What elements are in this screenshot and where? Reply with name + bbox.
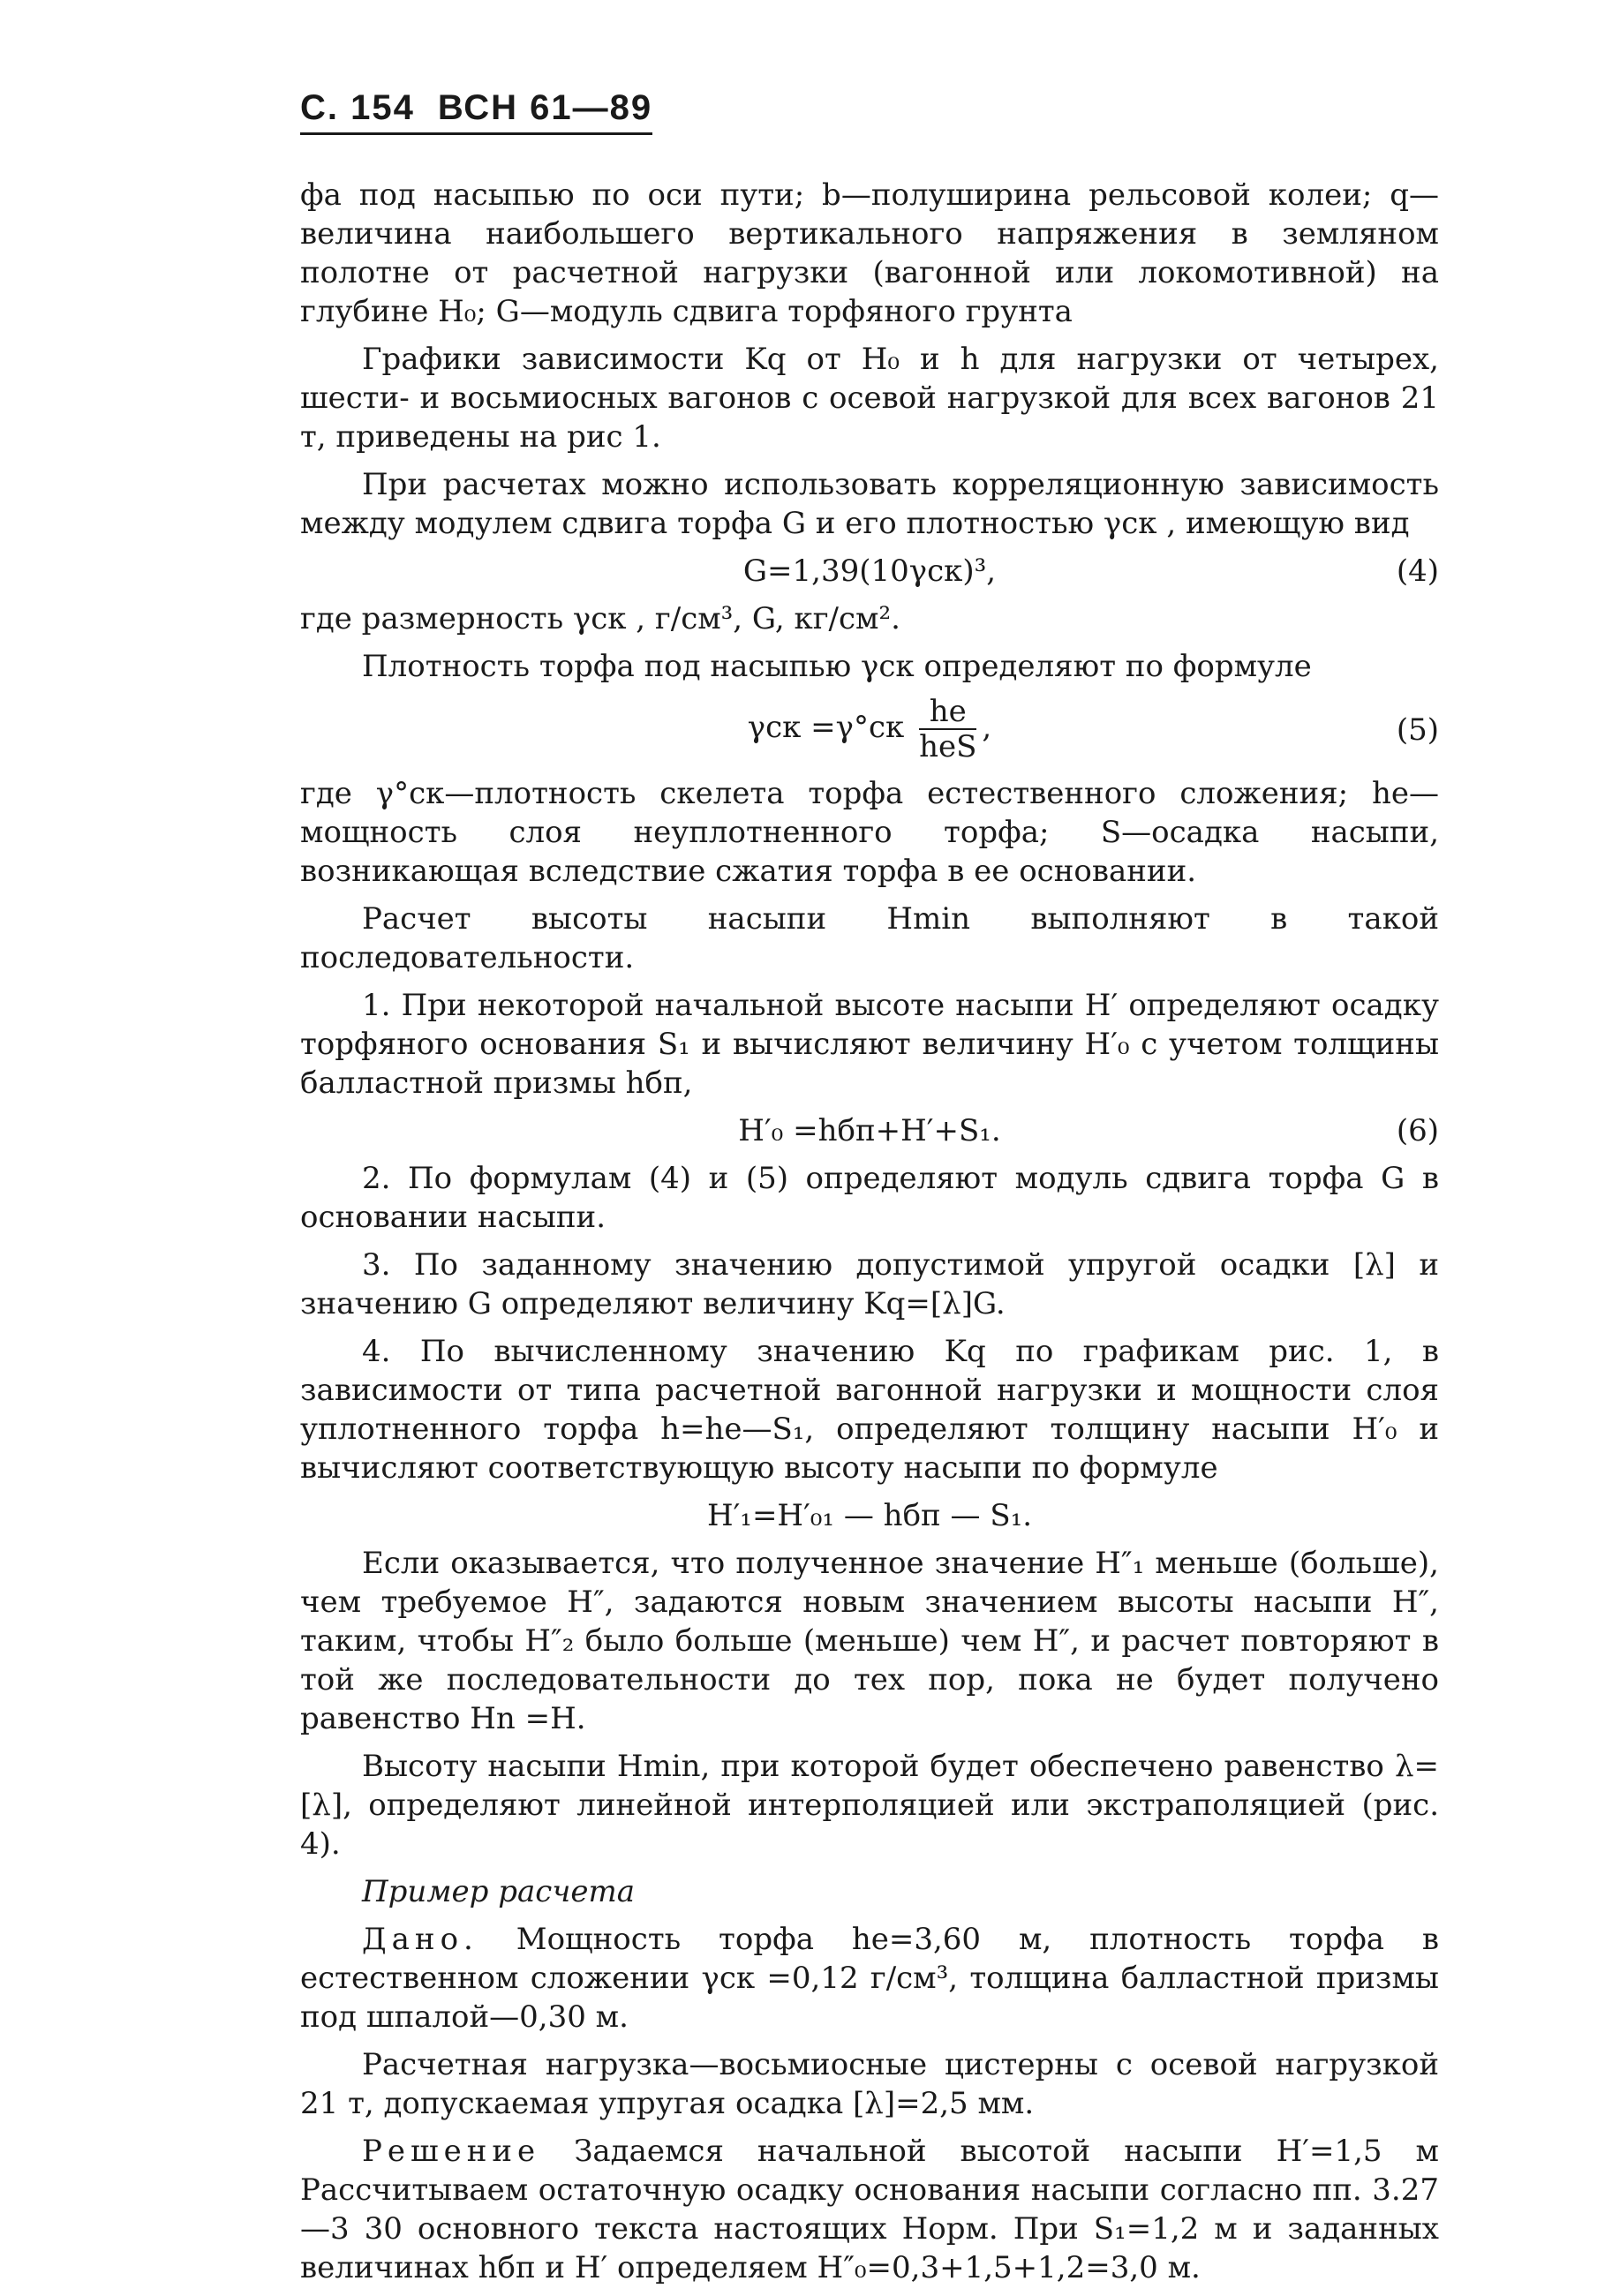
paragraph: Расчет высоты насыпи Hmin выполняют в такой последовательности. [300, 901, 1439, 975]
paragraph: При расчетах можно использовать корреляционную зависимость между модулем сдвига торфа G и его плотностью γск , имеющую вид [300, 467, 1439, 541]
fraction-numerator: hе [929, 694, 967, 729]
formula-fraction [919, 695, 976, 764]
formula-number: (6) [1396, 1113, 1439, 1148]
paragraph: 1. При некоторой начальной высоте насыпи H′ определяют осадку торфяного основания S₁ и вычисляют величину H′₀ с учетом толщины балластной призмы hбп, [300, 988, 1439, 1101]
formula-6 [300, 1111, 1439, 1150]
paragraph: где размерность γск , г/см³, G, кг/см². [300, 601, 900, 636]
page-number: С. 154 [300, 88, 415, 127]
paragraph: 2. По формулам (4) и (5) определяют модуль сдвига торфа G в основании насыпи. [300, 1161, 1439, 1235]
formula-expression: H′₁=H′₀₁ — hбп — S₁. [706, 1498, 1033, 1533]
paragraph: фа под насыпью по оси пути; b—полуширина рельсовой колеи; q—величина наибольшего вертикального напряжения в земляном полотне от расчетной нагрузки (вагонной или локомотивной) на глубине H₀; G—модуль сдвига торфяного грунта [300, 177, 1439, 329]
paragraph: 3. По заданному значению допустимой упругой осадки [λ] и значению G определяют величину Kq=[λ]G. [300, 1247, 1439, 1321]
formula-number: (4) [1396, 553, 1439, 589]
formula-tail: , [982, 710, 992, 745]
formula-expression [748, 695, 991, 764]
paragraph [300, 1920, 1439, 2036]
paragraph: где γ°ск—плотность скелета торфа естественного сложения; hе—мощность слоя неуплотненного торфа; S—осадка насыпи, возникающая вследствие сжатия торфа в ее основании. [300, 776, 1439, 889]
document-code: ВСН 61—89 [437, 88, 653, 127]
document-page [300, 88, 1439, 2296]
solution-text: Задаемся начальной высотой насыпи H′=1,5 м Рассчитываем остаточную осадку основания насыпи согласно пп. 3.27—3 30 основного текста настоящих Норм. При S₁=1,2 м и заданных величинах hбп и H′ определяем H″₀=0,3+1,5+1,2=3,0 м. [300, 2134, 1439, 2285]
formula-expression: H′₀ =hбп+H′+S₁. [738, 1113, 1001, 1148]
paragraph: Плотность торфа под насыпью γск определяют по формуле [362, 649, 1312, 684]
paragraph [300, 2132, 1439, 2287]
formula-5 [300, 695, 1439, 765]
paragraph: Если оказывается, что полученное значение H″₁ меньше (больше), чем требуемое H″, задаются новым значением высоты насыпи H″, таким, чтобы H″₂ было больше (меньше) чем H″, и расчет повторяют в той же последовательности до тех пор, пока не будет получено равенство Hn =H. [300, 1546, 1439, 1736]
formula-lhs: γск =γ°ск [747, 710, 905, 745]
given-text: Мощность торфа hе=3,60 м, плотность торфа в естественном сложении γск =0,12 г/см³, толщина балластной призмы под шпалой—0,30 м. [300, 1922, 1439, 2035]
formula-expression: G=1,39(10γск)³, [742, 553, 997, 589]
fraction-denominator: hеS [919, 729, 977, 764]
formula-4 [300, 552, 1439, 591]
paragraph: Расчетная нагрузка—восьмиосные цистерны с осевой нагрузкой 21 т, допускаемая упругая осадка [λ]=2,5 мм. [300, 2047, 1439, 2121]
paragraph: Высоту насыпи Hmin, при которой будет обеспечено равенство λ=[λ], определяют линейной интерполяцией или экстраполяцией (рис. 4). [300, 1749, 1439, 1862]
formula-7 [300, 1496, 1439, 1535]
example-heading: Пример расчета [362, 1874, 636, 1909]
page-header [300, 88, 652, 135]
solution-label: Решение [362, 2134, 541, 2169]
paragraph: 4. По вычисленному значению Kq по графикам рис. 1, в зависимости от типа расчетной вагонной нагрузки и мощности слоя уплотненного торфа h=hе—S₁, определяют толщину насыпи H′₀ и вычисляют соответствующую высоту насыпи по формуле [300, 1334, 1439, 1486]
paragraph: Графики зависимости Kq от H₀ и h для нагрузки от четырех, шести- и восьмиосных вагонов с осевой нагрузкой для всех вагонов 21 т, приведены на рис 1. [300, 342, 1439, 455]
given-label: Дано. [362, 1922, 478, 1957]
formula-number: (5) [1396, 712, 1439, 748]
